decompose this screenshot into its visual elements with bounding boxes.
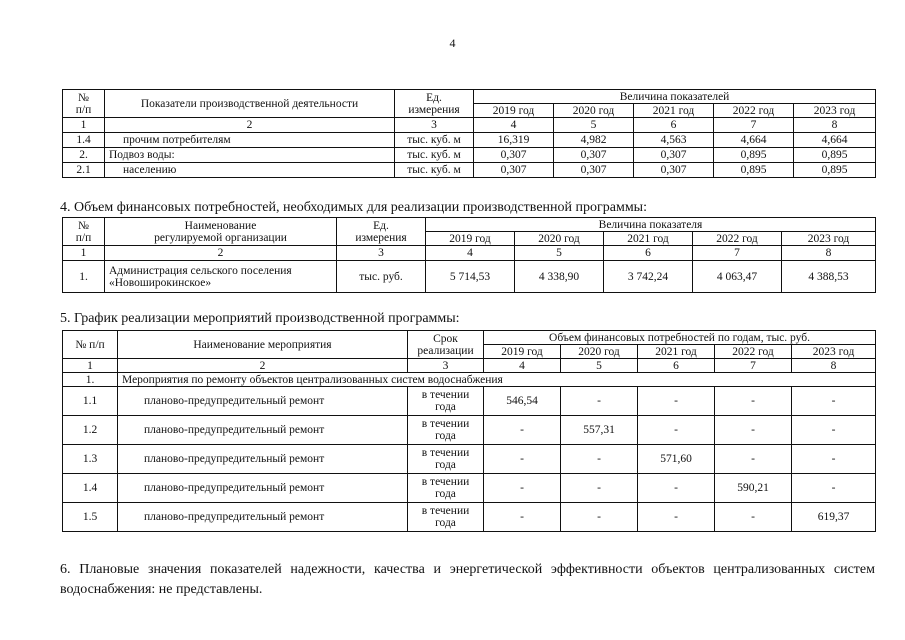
row-unit: тыс. куб. м [395,148,474,163]
index-cell: 1 [63,246,105,261]
row-value: 0,307 [474,163,554,178]
row-value: - [715,445,792,474]
production-indicators-table [62,89,876,178]
page-number: 4 [449,36,456,50]
table-row [63,387,876,416]
index-cell: 8 [782,246,876,261]
row-name: планово-предупредительный ремонт [118,474,408,503]
index-cell: 1 [63,359,118,373]
col-header-year: 2019 год [426,232,515,246]
table-row [63,416,876,445]
col-header-num: № п/п [63,90,105,118]
table-row [63,133,876,148]
index-cell: 3 [408,359,484,373]
row-value: - [484,445,561,474]
row-name: планово-предупредительный ремонт [118,445,408,474]
row-value: - [715,503,792,532]
index-cell: 5 [515,246,604,261]
index-cell: 6 [634,118,714,133]
row-value: - [484,416,561,445]
row-value: - [638,387,715,416]
row-name: прочим потребителям [105,133,395,148]
row-value: - [561,445,638,474]
row-value: - [638,416,715,445]
row-name: планово-предупредительный ремонт [118,416,408,445]
row-value: 0,307 [554,148,634,163]
index-cell: 3 [395,118,474,133]
row-value: - [715,387,792,416]
row-value: - [561,474,638,503]
col-header-value-group: Величина показателей [474,90,876,104]
index-cell: 4 [426,246,515,261]
row-value: - [638,503,715,532]
index-cell: 4 [484,359,561,373]
index-cell: 6 [604,246,693,261]
col-header-year: 2023 год [794,104,876,118]
row-value: 4,982 [554,133,634,148]
col-header-num: № п/п [63,218,105,246]
row-name: Подвоз воды: [105,148,395,163]
col-header-year: 2019 год [474,104,554,118]
index-cell: 5 [561,359,638,373]
col-header-year: 2021 год [604,232,693,246]
col-header-year: 2023 год [782,232,876,246]
row-value: 0,895 [714,148,794,163]
row-term: в течении года [408,387,484,416]
col-header-unit: Ед. измерения [337,218,426,246]
row-value: 590,21 [715,474,792,503]
index-cell: 5 [554,118,634,133]
row-value: - [792,474,876,503]
row-value: 4 338,90 [515,261,604,293]
row-term: в течении года [408,503,484,532]
col-header-value-group: Величина показателя [426,218,876,232]
row-num: 1.1 [63,387,118,416]
col-header-year: 2020 год [561,345,638,359]
col-header-unit: Ед. измерения [395,90,474,118]
table-row [63,163,876,178]
row-value: 4 388,53 [782,261,876,293]
table-row [63,148,876,163]
index-cell: 7 [715,359,792,373]
row-name: планово-предупредительный ремонт [118,387,408,416]
row-num: 1.5 [63,503,118,532]
row-value: - [715,416,792,445]
group-name: Мероприятия по ремонту объектов централизованных систем водоснабжения [118,373,876,387]
index-row [63,118,876,133]
section-5-title: 5. График реализации мероприятий производственной программы: [60,311,460,326]
section-6-text: 6. Плановые значения показателей надежности, качества и энергетической эффективности объектов централизованных систем водоснабжения: не представлены. [60,562,875,597]
row-name: планово-предупредительный ремонт [118,503,408,532]
index-cell: 8 [792,359,876,373]
col-header-year: 2023 год [792,345,876,359]
row-num: 1.2 [63,416,118,445]
table-row [63,503,876,532]
group-row [63,373,876,387]
row-value: 0,307 [634,148,714,163]
row-term: в течении года [408,416,484,445]
index-cell: 7 [714,118,794,133]
row-num: 1. [63,261,105,293]
col-header-year: 2021 год [638,345,715,359]
row-value: - [484,474,561,503]
index-cell: 3 [337,246,426,261]
row-value: 557,31 [561,416,638,445]
row-unit: тыс. руб. [337,261,426,293]
row-value: 546,54 [484,387,561,416]
row-term: в течении года [408,445,484,474]
row-value: 4,664 [794,133,876,148]
row-name: населению [105,163,395,178]
row-value: - [484,503,561,532]
row-unit: тыс. куб. м [395,163,474,178]
row-value: - [792,387,876,416]
row-term: в течении года [408,474,484,503]
row-num: 2.1 [63,163,105,178]
row-value: 0,307 [634,163,714,178]
col-header-num: № п/п [63,331,118,359]
financial-needs-table [62,217,876,293]
schedule-table [62,330,876,532]
row-value: 571,60 [638,445,715,474]
row-value: - [561,387,638,416]
index-cell: 2 [105,118,395,133]
row-value: 0,895 [794,148,876,163]
col-header-year: 2020 год [554,104,634,118]
row-value: 4 063,47 [693,261,782,293]
col-header-year: 2022 год [715,345,792,359]
col-header-term: Срок реализации [408,331,484,359]
col-header-name: Наименование мероприятия [118,331,408,359]
index-cell: 8 [794,118,876,133]
table-row [63,474,876,503]
index-cell: 4 [474,118,554,133]
row-num: 1.3 [63,445,118,474]
row-value: 3 742,24 [604,261,693,293]
row-value: - [638,474,715,503]
row-value: 4,563 [634,133,714,148]
row-value: 0,895 [794,163,876,178]
index-row [63,359,876,373]
col-header-year: 2019 год [484,345,561,359]
row-org: Администрация сельского поселения «Новоширокинское» [105,261,337,293]
index-cell: 1 [63,118,105,133]
col-header-year: 2020 год [515,232,604,246]
col-header-year: 2021 год [634,104,714,118]
table-row [63,445,876,474]
group-num: 1. [63,373,118,387]
section-4-title: 4. Объем финансовых потребностей, необходимых для реализации производственной программы: [60,200,647,215]
row-unit: тыс. куб. м [395,133,474,148]
index-cell: 2 [105,246,337,261]
row-value: 0,307 [554,163,634,178]
row-value: 0,895 [714,163,794,178]
index-row [63,246,876,261]
col-header-org: Наименование регулируемой организации [105,218,337,246]
row-value: 5 714,53 [426,261,515,293]
index-cell: 2 [118,359,408,373]
row-value: - [792,416,876,445]
row-value: - [561,503,638,532]
row-value: 619,37 [792,503,876,532]
row-value: 0,307 [474,148,554,163]
col-header-year: 2022 год [714,104,794,118]
row-value: 4,664 [714,133,794,148]
row-value: 16,319 [474,133,554,148]
index-cell: 7 [693,246,782,261]
col-header-year: 2022 год [693,232,782,246]
row-num: 1.4 [63,133,105,148]
row-num: 1.4 [63,474,118,503]
table-row [63,261,876,293]
index-cell: 6 [638,359,715,373]
col-header-indicator: Показатели производственной деятельности [105,90,395,118]
row-num: 2. [63,148,105,163]
col-header-value-group: Объем финансовых потребностей по годам, тыс. руб. [484,331,876,345]
row-value: - [792,445,876,474]
